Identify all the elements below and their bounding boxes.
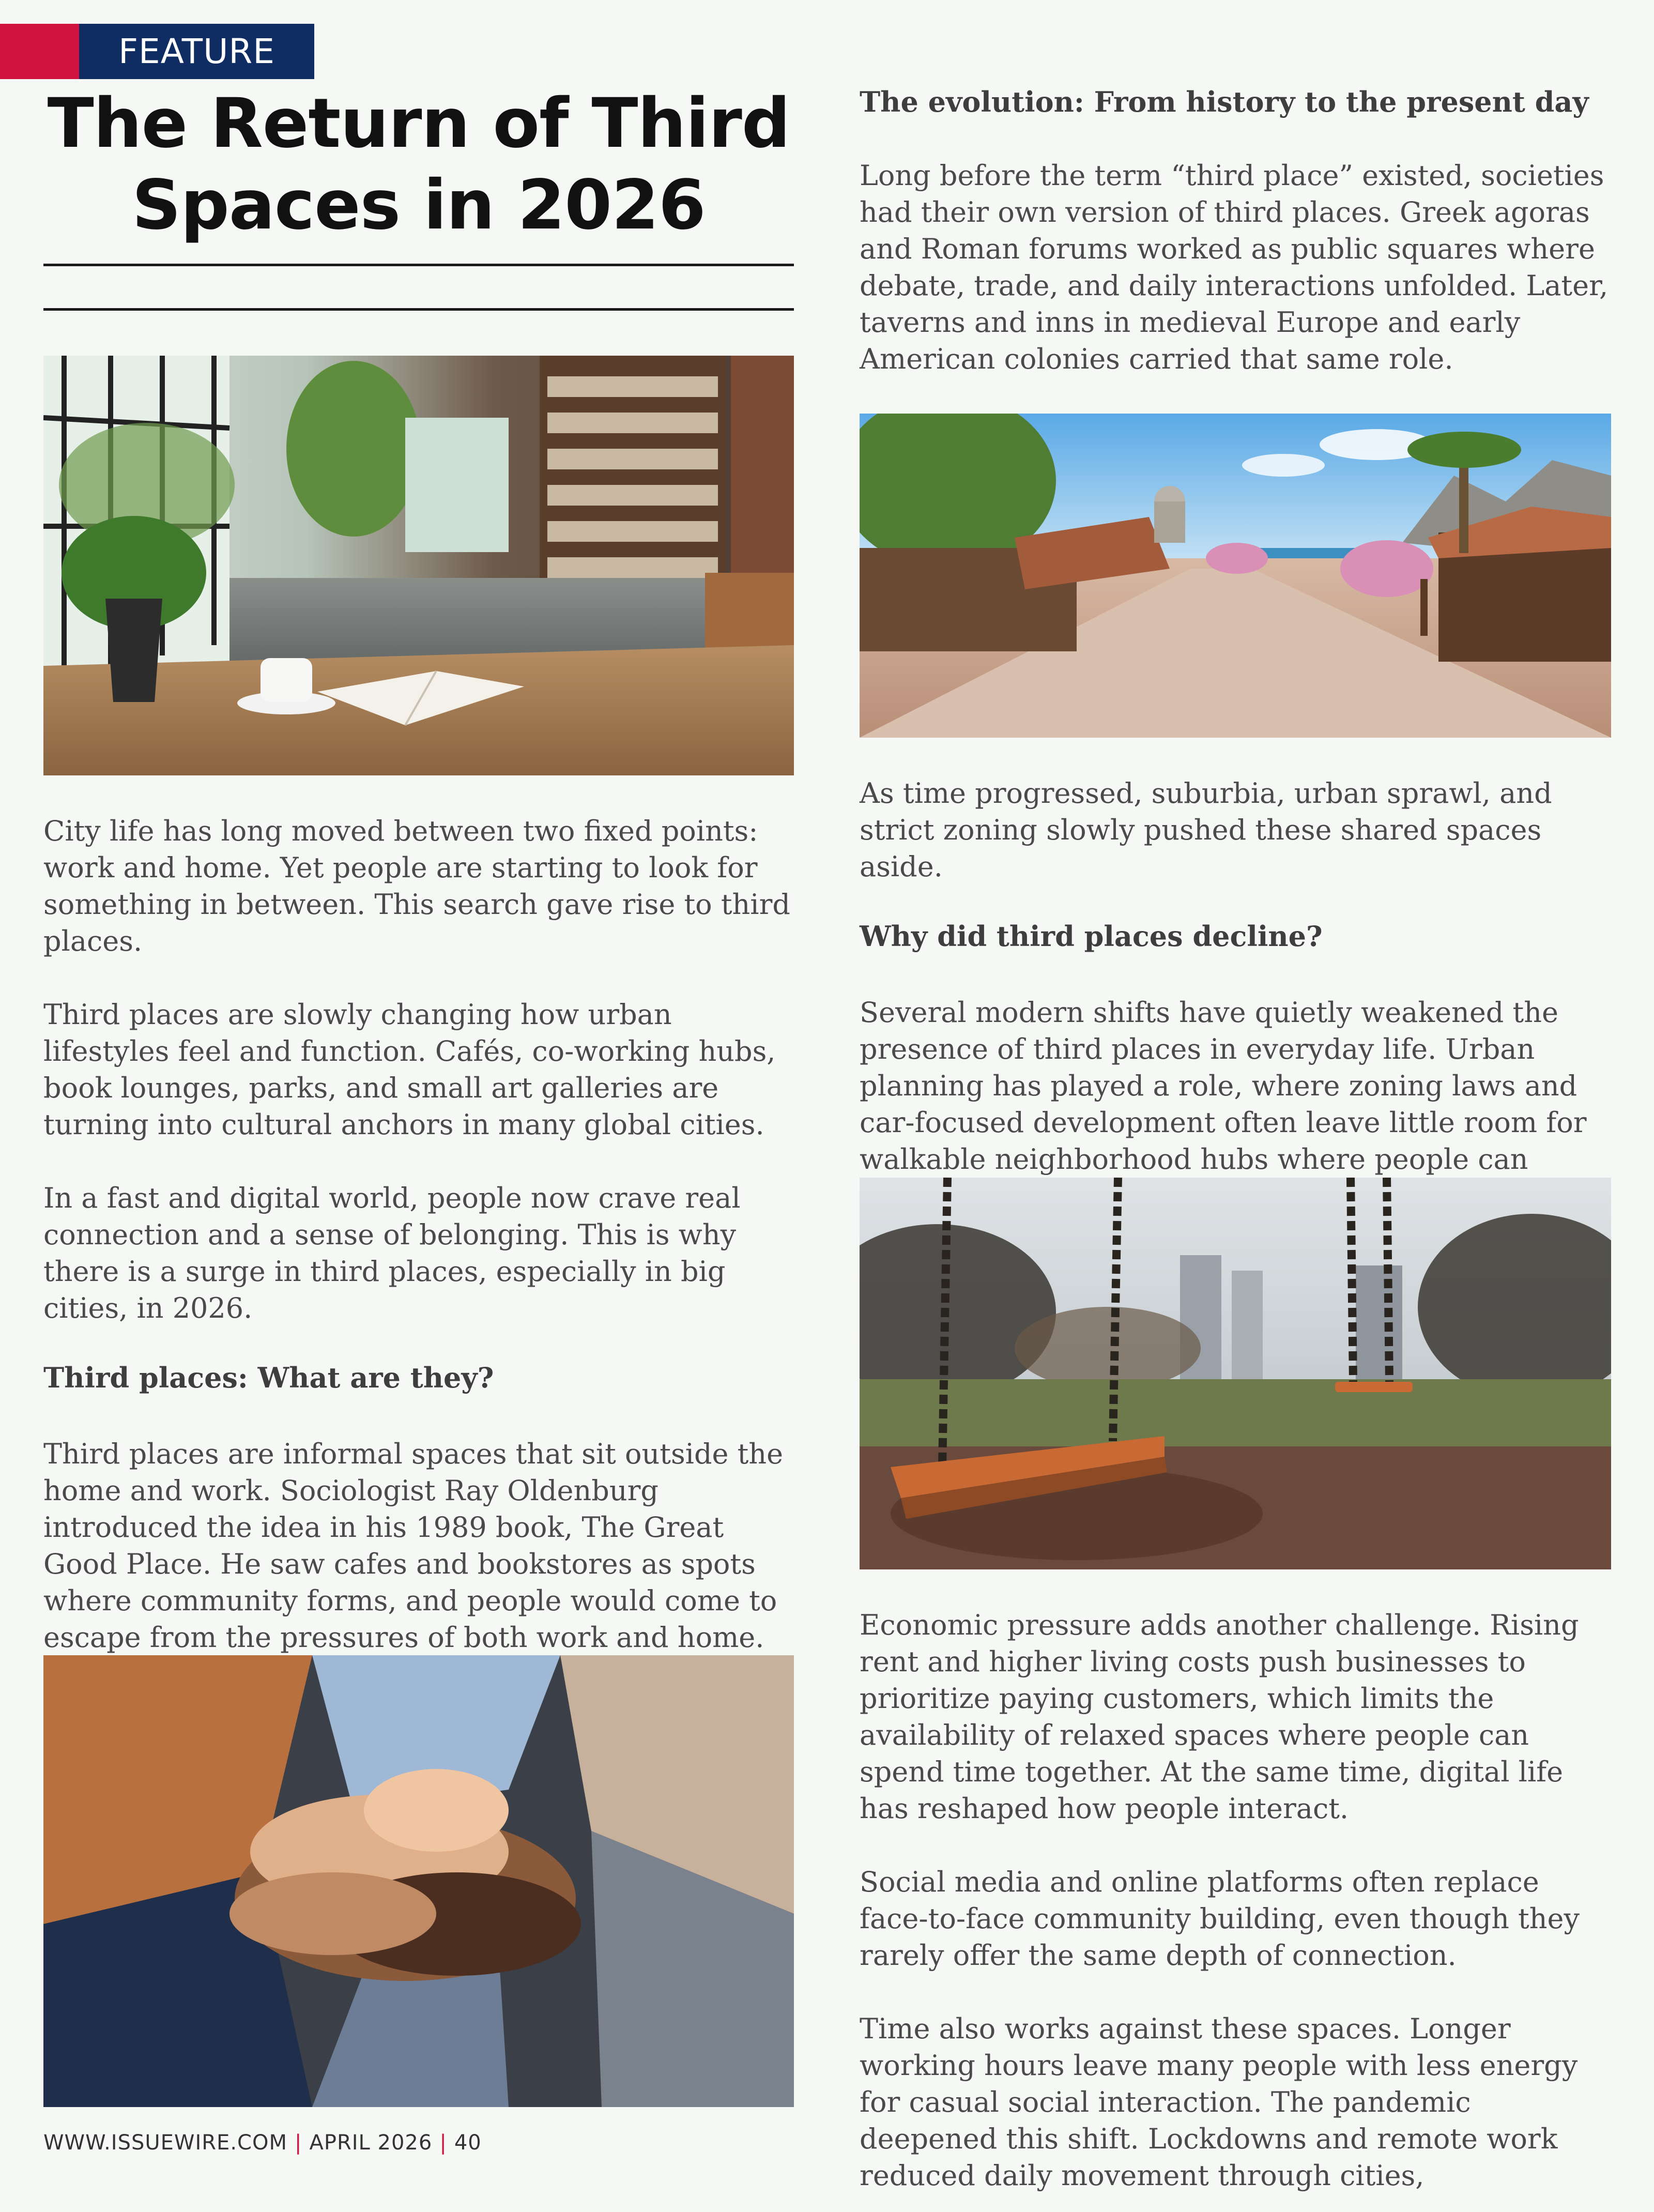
economic-pressure-paragraph: Economic pressure adds another challenge. Rising rent and higher living costs push businesses to prioritize paying customers, which limits the availability of relaxed spaces where people can spend time together. At the same time, digital life has reshaped how people interact. bbox=[860, 1609, 1579, 1825]
footer-separator: | bbox=[294, 2131, 302, 2155]
park-swing-photo bbox=[860, 1178, 1611, 1569]
right-column-bottom-text bbox=[860, 1607, 1614, 2194]
lifestyle-paragraph: Third places are slowly changing how urban lifestyles feel and function. Cafés, co-working hubs, book lounges, parks, and small art galleries are turning into cultural anchors in many global cities. bbox=[43, 998, 776, 1141]
intro-paragraph: City life has long moved between two fixed points: work and home. Yet people are starting to look for something in between. This search gave rise to third places. bbox=[43, 815, 790, 957]
history-paragraph: Long before the term “third place” existed, societies had their own version of third places. Greek agoras and Roman forums worked as public squares where debate, trade, and daily interactions unfolded. Later, taverns and inns in medieval Europe and early American colonies carried that same role. bbox=[860, 159, 1609, 375]
social-media-paragraph: Social media and online platforms often replace face-to-face community building, even though they rarely offer the same depth of connection. bbox=[860, 1866, 1580, 1972]
feature-tag-accent bbox=[0, 24, 79, 79]
section-heading-decline: Why did third places decline? bbox=[860, 920, 1323, 953]
page-footer bbox=[43, 2131, 482, 2155]
footer-site-link[interactable]: WWW.ISSUEWIRE.COM bbox=[43, 2131, 287, 2155]
footer-date: APRIL 2026 bbox=[309, 2131, 433, 2155]
modern-shifts-paragraph: Several modern shifts have quietly weakened the presence of third places in everyday life. Urban planning has played a role, where zoning laws and car-focused development often leave little room for walkable neighborhood hubs where people can bbox=[860, 996, 1587, 1176]
page-number: 40 bbox=[454, 2131, 482, 2155]
title-rule-top bbox=[43, 264, 794, 266]
ancient-plaza-photo bbox=[860, 414, 1611, 738]
decline-intro-paragraph: As time progressed, suburbia, urban sprawl, and strict zoning slowly pushed these shared spaces aside. bbox=[860, 777, 1552, 883]
page-title-line-1: The Return of Third bbox=[47, 84, 790, 163]
right-column-middle-text bbox=[860, 775, 1614, 1214]
definition-paragraph: Third places are informal spaces that sit outside the home and work. Sociologist Ray Oldenburg introduced the idea in his 1989 book, The Great Good Place. He saw cafes and bookstores as spots where community forms, and people would come to escape from the pressures of both work and home. bbox=[43, 1438, 784, 1654]
page-title bbox=[43, 83, 794, 246]
right-column-top-text bbox=[860, 84, 1614, 377]
cafe-bookstore-photo bbox=[43, 356, 794, 775]
footer-separator: | bbox=[439, 2131, 447, 2155]
left-column-text bbox=[43, 813, 798, 1656]
section-heading-evolution: The evolution: From history to the present day bbox=[860, 85, 1589, 118]
feature-tag: FEATURE bbox=[118, 32, 275, 71]
title-rule-bottom bbox=[43, 308, 794, 311]
page-title-line-2: Spaces in 2026 bbox=[132, 165, 706, 245]
stacked-hands-photo bbox=[43, 1655, 794, 2107]
time-paragraph: Time also works against these spaces. Longer working hours leave many people with less energy for casual social interaction. The pandemic deepened this shift. Lockdowns and remote work reduced daily movement through cities, bbox=[860, 2012, 1578, 2192]
belonging-paragraph: In a fast and digital world, people now crave real connection and a sense of belonging. This is why there is a surge in third places, especially in big cities, in 2026. bbox=[43, 1182, 741, 1324]
section-heading-what-are-they: Third places: What are they? bbox=[43, 1361, 494, 1394]
